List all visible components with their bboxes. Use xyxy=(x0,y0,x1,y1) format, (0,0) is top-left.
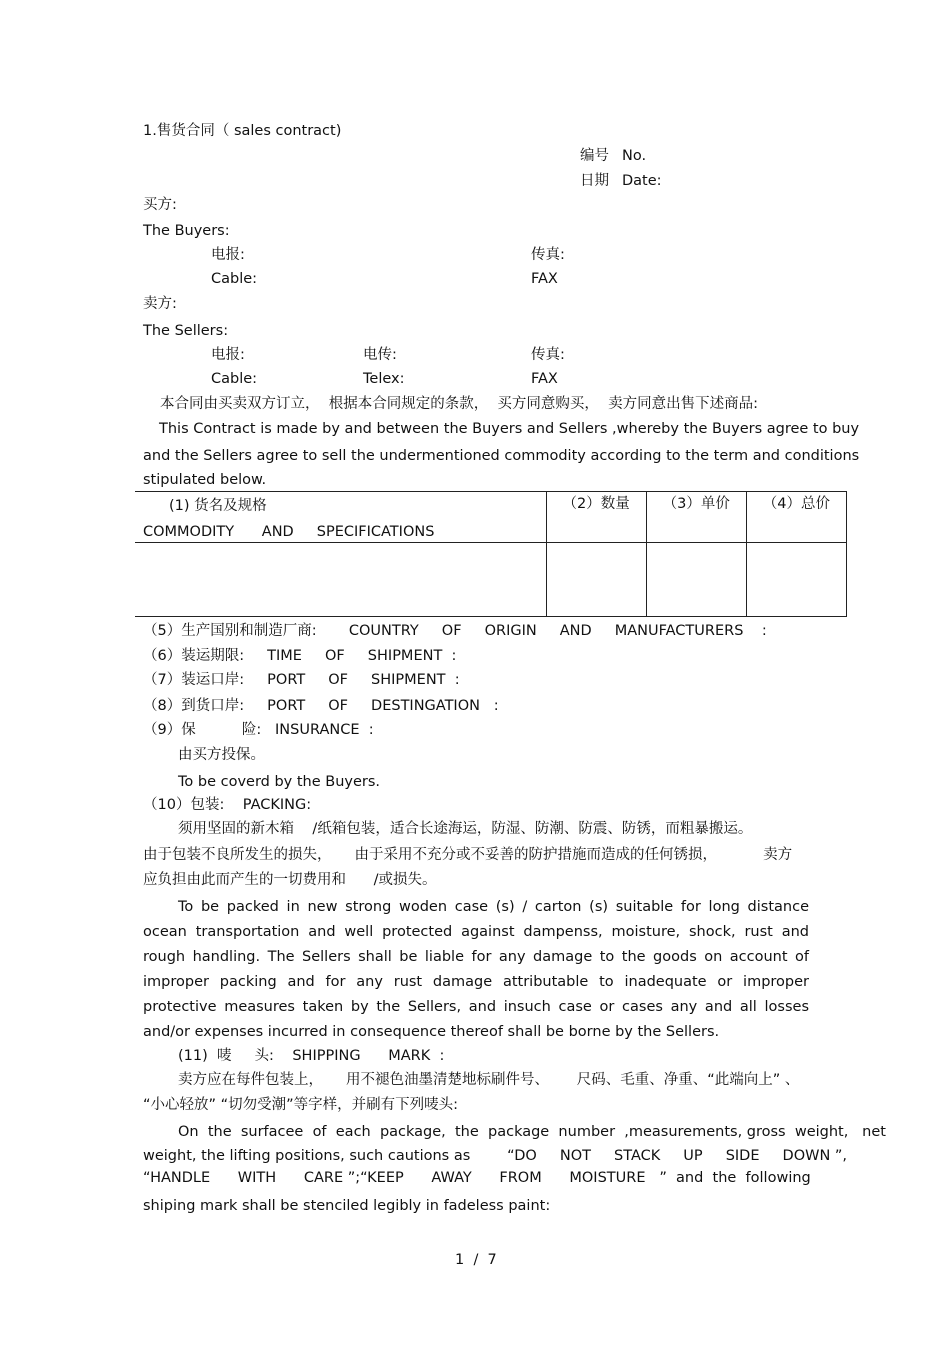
unit-price-header-cell xyxy=(646,492,746,543)
buyer-cable-label-en: Cable: xyxy=(211,271,258,287)
buyer-fax-label-cn: 传真: xyxy=(531,247,565,263)
sellers-label-cn: 卖方: xyxy=(143,296,177,312)
seller-telex-label-cn: 电传: xyxy=(363,347,397,363)
clause-11-text-en-1: On the surfacee of each package, the package number ,measurements, gross weight, net xyxy=(178,1124,886,1140)
quantity-cell xyxy=(546,543,646,617)
clause-7-loading-port: （7）装运口岸: PORT OF SHIPMENT : xyxy=(143,672,460,688)
contract-title: 1.售货合同（ sales contract) xyxy=(143,123,342,139)
quantity-header-cell xyxy=(546,492,646,543)
buyers-label-cn: 买方: xyxy=(143,197,177,213)
clause-10-text-cn-3: 应负担由此而产生的一切费用和 /或损失。 xyxy=(143,872,437,888)
clause-10-text-cn-1: 须用坚固的新木箱 /纸箱包装，适合长途海运，防湿、防潮、防震、防锈，而粗暴搬运。 xyxy=(178,821,753,837)
buyer-fax-label-en: FAX xyxy=(531,271,558,287)
unit-price-header: （3）单价 xyxy=(662,496,730,512)
clause-10-packing: （10）包装: PACKING: xyxy=(143,797,312,813)
clause-11-text-cn-2: “小心轻放” “切勿受潮”等字样，并刷有下列唛头: xyxy=(143,1097,459,1113)
seller-cable-label-cn: 电报: xyxy=(211,347,245,363)
intro-en-line-2: and the Sellers agree to sell the undermentioned commodity according to the term and conditions xyxy=(143,448,860,464)
clause-11-shipping-mark: (11) 唛 头: SHIPPING MARK : xyxy=(178,1048,445,1064)
clause-11-text-en-2: weight, the lifting positions, such cautions as “DO NOT STACK UP SIDE DOWN ”, xyxy=(143,1148,848,1164)
seller-cable-label-en: Cable: xyxy=(211,371,258,387)
sellers-label-en: The Sellers: xyxy=(143,323,229,339)
clause-10-text-en: To be packed in new strong woden case (s) / carton (s) suitable for long distance ocean transportation and well protected against dampenss, moisture, shock, rust and rough handling. The Sellers shall be liable for any damage to the goods on account of improper packing and for any rust damage attributable to inadequate or improper protective measures taken by the Sellers, and insuch case or cases any and all losses and/or expenses incurred in consequence thereof shall be borne by the Sellers. xyxy=(143,899,809,1040)
intro-cn: 本合同由买卖双方订立， 根据本合同规定的条款， 买方同意购买， 卖方同意出售下述商品: xyxy=(160,396,759,412)
intro-en-line-1: This Contract is made by and between the Buyers and Sellers ,whereby the Buyers agree to buy xyxy=(159,421,860,437)
total-price-cell xyxy=(746,543,846,617)
page-number: 1 / 7 xyxy=(455,1252,497,1268)
commodity-cell xyxy=(135,543,546,617)
total-price-header: （4）总价 xyxy=(762,496,831,512)
seller-telex-label-en: Telex: xyxy=(363,371,405,387)
clause-9-text-cn: 由买方投保。 xyxy=(178,747,265,763)
seller-fax-label-cn: 传真: xyxy=(531,347,565,363)
clause-6-shipment-time: （6）装运期限: TIME OF SHIPMENT : xyxy=(143,648,457,664)
intro-en-line-3: stipulated below. xyxy=(143,472,267,488)
clause-11-text-en-4: shiping mark shall be stenciled legibly in fadeless paint: xyxy=(143,1198,551,1214)
goods-table xyxy=(135,491,847,617)
clause-5-origin: （5）生产国别和制造厂商: COUNTRY OF ORIGIN AND MANUFACTURERS : xyxy=(143,623,767,639)
clause-8-destination-port: （8）到货口岸: PORT OF DESTINGATION : xyxy=(143,698,499,714)
buyer-cable-label-cn: 电报: xyxy=(211,247,245,263)
clause-11-text-en-3: “HANDLE WITH CARE ”;“KEEP AWAY FROM MOISTURE ” and the following xyxy=(143,1170,811,1186)
goods-table-row xyxy=(135,543,847,617)
commodity-header-cell xyxy=(135,492,546,543)
clause-11-text-cn-1: 卖方应在每件包装上， 用不褪色油墨清楚地标刷件号、 尺码、毛重、净重、“此端向上” 、 xyxy=(178,1072,800,1088)
clause-9-insurance: （9）保 险: INSURANCE : xyxy=(143,722,374,738)
commodity-header-cn: (1) 货名及规格 xyxy=(169,498,267,514)
total-price-header-cell xyxy=(746,492,846,543)
quantity-header: （2）数量 xyxy=(562,496,630,512)
clause-10-text-cn-2: 由于包装不良所发生的损失， 由于采用不充分或不妥善的防护措施而造成的任何锈损， 卖方 xyxy=(143,847,793,863)
contract-no-label-en: No. xyxy=(622,148,647,164)
buyers-label-en: The Buyers: xyxy=(143,223,230,239)
unit-price-cell xyxy=(646,543,746,617)
clause-9-text-en: To be coverd by the Buyers. xyxy=(178,774,381,790)
contract-date-label-cn: 日期 xyxy=(580,173,609,189)
seller-fax-label-en: FAX xyxy=(531,371,558,387)
commodity-header-en: COMMODITY AND SPECIFICATIONS xyxy=(143,524,435,540)
contract-date-label-en: Date: xyxy=(622,173,662,189)
goods-table-header xyxy=(135,492,847,543)
contract-no-label-cn: 编号 xyxy=(580,148,609,164)
